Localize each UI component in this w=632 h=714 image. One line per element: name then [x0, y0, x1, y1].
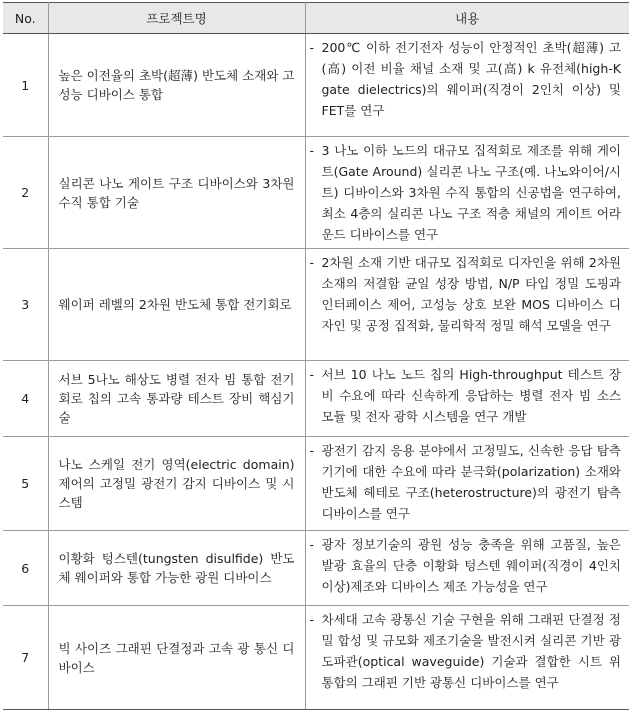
- project-content: - 차세대 고속 광통신 기술 구현을 위해 그래핀 단결정 정밀 합성 및 규모화 제조기술을 발전시켜 실리콘 기반 광 도파관(optical waveguide) 기술과 결합한 시트 위 통합의 그래핀 기반 광통신 디바이스를 연구: [305, 606, 629, 710]
- project-content-text: 차세대 고속 광통신 기술 구현을 위해 그래핀 단결정 정밀 합성 및 규모화 제조기술을 발전시켜 실리콘 기반 광 도파관(optical waveguide) 기술과 결합한 시트 위 통합의 그래핀 기반 광통신 디바이스를 연구: [321, 612, 621, 690]
- project-content: - 광전기 감지 응용 분야에서 고정밀도, 신속한 응답 탐측기기에 대한 수요에 따라 분극화(polarization) 소재와 반도체 헤테로 구조(heterostructure)의 광전기 탐측 디바이스를 연구: [305, 437, 629, 531]
- row-number: 3: [3, 249, 48, 361]
- row-number: 1: [3, 34, 48, 137]
- project-name: 실리콘 나노 게이트 구조 디바이스와 3차원 수직 통합 기술: [48, 137, 305, 249]
- table-row: [3, 606, 629, 710]
- row-number: 6: [3, 531, 48, 606]
- project-content-text: 서브 10 나노 노드 칩의 High-throughput 테스트 장비 수요에 따라 신속하게 응답하는 병렬 전자 빔 소스 모듈 및 전자 광학 시스템을 연구 개발: [321, 367, 621, 424]
- header-project-name: 프로젝트명: [48, 3, 305, 34]
- project-name: 높은 이전율의 초박(超薄) 반도체 소재와 고성능 디바이스 통합: [48, 34, 305, 137]
- project-name: 빅 사이즈 그래핀 단결정과 고속 광 통신 디바이스: [48, 606, 305, 710]
- table-row: [3, 437, 629, 531]
- table-row: [3, 34, 629, 137]
- project-content-text: 광전기 감지 응용 분야에서 고정밀도, 신속한 응답 탐측기기에 대한 수요에 따라 분극화(polarization) 소재와 반도체 헤테로 구조(heterostructure)의 광전기 탐측 디바이스를 연구: [321, 443, 621, 521]
- project-name: 웨이퍼 레벨의 2차원 반도체 통합 전기회로: [48, 249, 305, 361]
- row-number: 4: [3, 361, 48, 437]
- project-content-text: 광자 정보기술의 광원 성능 충족을 위해 고품질, 높은 발광 효율의 단층 이황화 텅스텐 웨이퍼(직경이 4인치 이상)제조와 디바이스 제조 가능성을 연구: [321, 537, 621, 594]
- project-content-text: 2차원 소재 기반 대규모 집적회로 디자인을 위해 2차원 소재의 저결함 균일 성장 방법, N/P 타입 정밀 도핑과 인터페이스 제어, 고성능 상호 보완 MOS 디바이스 디자인 및 공정 집적화, 물리학적 정밀 해석 모델을 연구: [321, 255, 621, 333]
- project-name: 나노 스케일 전기 영역(electric domain) 제어의 고정밀 광전기 감지 디바이스 및 시스템: [48, 437, 305, 531]
- project-table: [3, 2, 629, 710]
- project-content: - 3 나노 이하 노드의 대규모 집적회로 제조를 위해 게이트(Gate Around) 실리콘 나노 구조(예. 나노와이어/시트) 디바이스와 3차원 수직 통합의 신공법을 연구하여, 최소 4층의 실리콘 나노 구조 적층 채널의 게이트 어라운드 디바이스를 연구: [305, 137, 629, 249]
- project-content: - 200℃ 이하 전기전자 성능이 안정적인 초박(超薄) 고(高) 이전 비율 채널 소재 및 고(高) k 유전체(high-K gate dielectrics)의 웨이퍼(직경이 2인치 이상) 및 FET를 연구: [305, 34, 629, 137]
- table-row: [3, 531, 629, 606]
- table-row: [3, 249, 629, 361]
- project-name: 서브 5나노 해상도 병렬 전자 빔 통합 전기회로 칩의 고속 통과량 테스트 장비 핵심기술: [48, 361, 305, 437]
- table-row: [3, 137, 629, 249]
- row-number: 7: [3, 606, 48, 710]
- table-header-row: [3, 3, 629, 34]
- table-row: [3, 361, 629, 437]
- project-content-text: 3 나노 이하 노드의 대규모 집적회로 제조를 위해 게이트(Gate Around) 실리콘 나노 구조(예. 나노와이어/시트) 디바이스와 3차원 수직 통합의 신공법을 연구하여, 최소 4층의 실리콘 나노 구조 적층 채널의 게이트 어라운드 디바이스를 연구: [321, 143, 621, 242]
- row-number: 2: [3, 137, 48, 249]
- project-content: - 2차원 소재 기반 대규모 집적회로 디자인을 위해 2차원 소재의 저결함 균일 성장 방법, N/P 타입 정밀 도핑과 인터페이스 제어, 고성능 상호 보완 MOS 디바이스 디자인 및 공정 집적화, 물리학적 정밀 해석 모델을 연구: [305, 249, 629, 361]
- row-number: 5: [3, 437, 48, 531]
- project-content-text: 200℃ 이하 전기전자 성능이 안정적인 초박(超薄) 고(高) 이전 비율 채널 소재 및 고(高) k 유전체(high-K gate dielectrics)의 웨이퍼(직경이 2인치 이상) 및 FET를 연구: [321, 40, 621, 118]
- project-content: - 광자 정보기술의 광원 성능 충족을 위해 고품질, 높은 발광 효율의 단층 이황화 텅스텐 웨이퍼(직경이 4인치 이상)제조와 디바이스 제조 가능성을 연구: [305, 531, 629, 606]
- header-content: 내용: [305, 3, 629, 34]
- header-no: No.: [3, 3, 48, 34]
- project-content: - 서브 10 나노 노드 칩의 High-throughput 테스트 장비 수요에 따라 신속하게 응답하는 병렬 전자 빔 소스 모듈 및 전자 광학 시스템을 연구 개발: [305, 361, 629, 437]
- project-name: 이황화 텅스텐(tungsten disulfide) 반도체 웨이퍼와 통합 가능한 광원 디바이스: [48, 531, 305, 606]
